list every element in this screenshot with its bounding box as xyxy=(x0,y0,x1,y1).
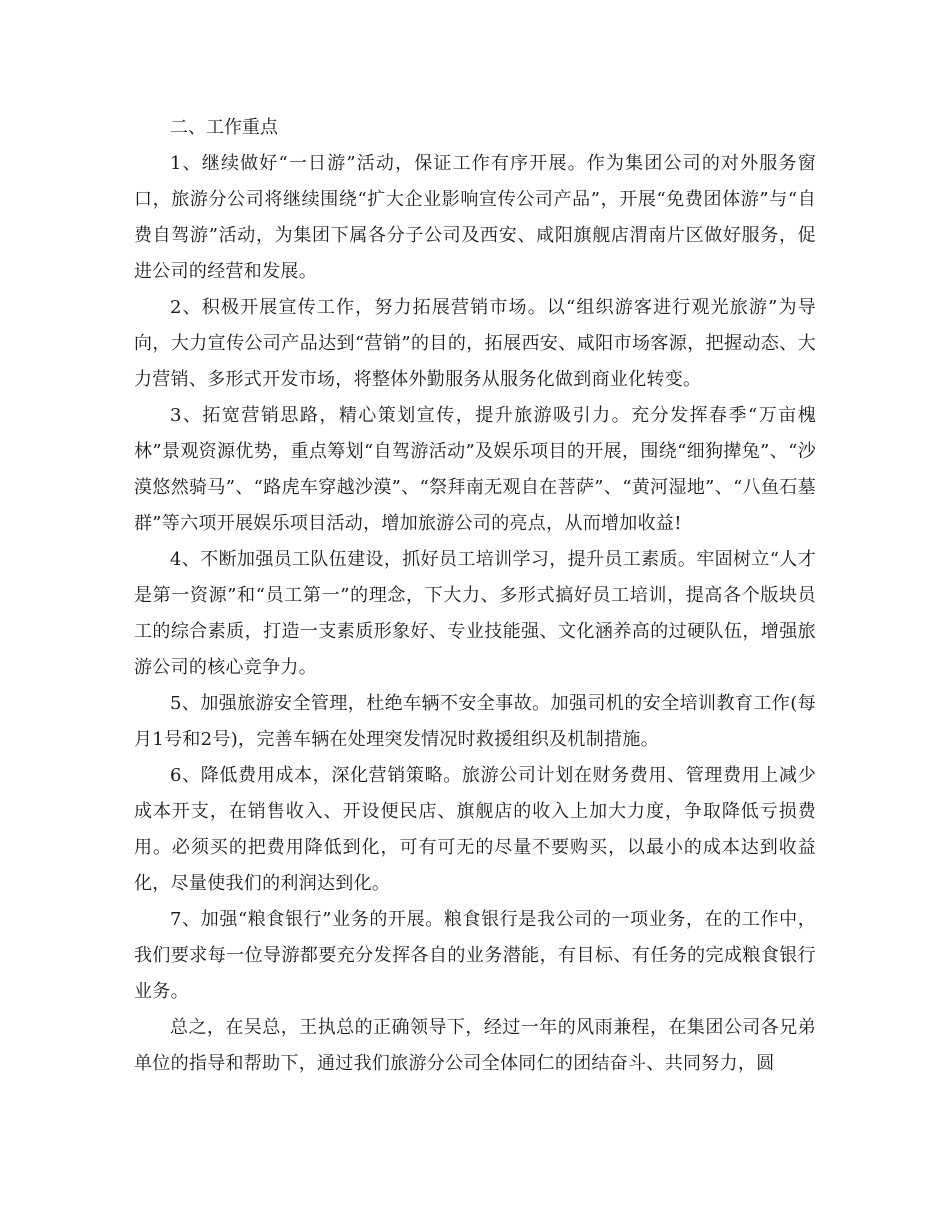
paragraph-summary: 总之，在吴总，王执总的正确领导下，经过一年的风雨兼程，在集团公司各兄弟单位的指导和帮助下，通过我们旅游分公司全体同仁的团结奋斗、共同努力，圆 xyxy=(134,1017,816,1074)
paragraph-3: 3、拓宽营销思路，精心策划宣传，提升旅游吸引力。充分发挥春季“万亩槐林”景观资源优势，重点筹划“自驾游活动”及娱乐项目的开展，围绕“细狗撵兔”、“沙漠悠然骑马”、“路虎车穿越沙漠”、“祭拜南无观自在菩萨”、“黄河湿地”、“八鱼石墓群”等六项开展娱乐项目活动，增加旅游公司的亮点，从而增加收益! xyxy=(134,405,816,534)
section-heading: 二、工作重点 xyxy=(170,117,278,138)
paragraph-6: 6、降低费用成本，深化营销策略。旅游公司计划在财务费用、管理费用上减少成本开支，在销售收入、开设便民店、旗舰店的收入上加大力度，争取降低亏损费用。必须买的把费用降低到化，可有可无的尽量不要购买，以最小的成本达到收益化，尽量使我们的利润达到化。 xyxy=(134,765,816,894)
paragraph-5: 5、加强旅游安全管理，杜绝车辆不安全事故。加强司机的安全培训教育工作(每月1号和2号)，完善车辆在处理突发情况时救援组织及机制措施。 xyxy=(134,693,816,750)
paragraph-2: 2、积极开展宣传工作，努力拓展营销市场。以“组织游客进行观光旅游”为导向，大力宣传公司产品达到“营销”的目的，拓展西安、咸阳市场客源，把握动态、大力营销、多形式开发市场，将整体外勤服务从服务化做到商业化转变。 xyxy=(134,297,816,390)
paragraph-4: 4、不断加强员工队伍建设，抓好员工培训学习，提升员工素质。牢固树立“人才是第一资源”和“员工第一”的理念，下大力、多形式搞好员工培训，提高各个版块员工的综合素质，打造一支素质形象好、专业技能强、文化涵养高的过硬队伍，增强旅游公司的核心竞争力。 xyxy=(134,549,816,678)
paragraph-1: 1、继续做好“一日游”活动，保证工作有序开展。作为集团公司的对外服务窗口，旅游分公司将继续围绕“扩大企业影响宣传公司产品”，开展“免费团体游”与“自费自驾游”活动，为集团下属各分子公司及西安、咸阳旗舰店渭南片区做好服务，促进公司的经营和发展。 xyxy=(134,153,816,282)
paragraph-7: 7、加强“粮食银行”业务的开展。粮食银行是我公司的一项业务，在的工作中，我们要求每一位导游都要充分发挥各自的业务潜能，有目标、有任务的完成粮食银行业务。 xyxy=(134,909,816,1002)
